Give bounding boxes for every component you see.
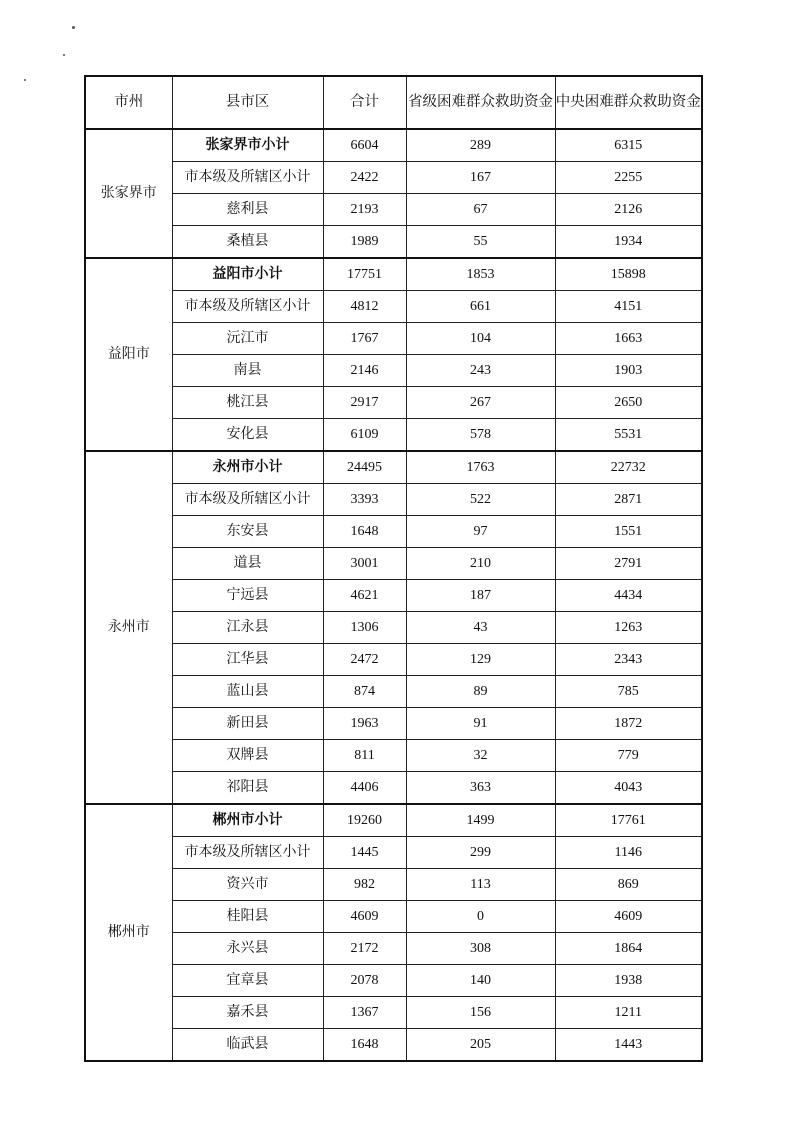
- central-fund-cell: 5531: [555, 419, 702, 452]
- total-cell: 1963: [323, 708, 406, 740]
- total-cell: 1648: [323, 1029, 406, 1062]
- table-row: [85, 419, 702, 452]
- provincial-fund-cell: 267: [406, 387, 555, 419]
- central-fund-cell: 869: [555, 869, 702, 901]
- provincial-fund-cell: 661: [406, 291, 555, 323]
- central-fund-cell: 4151: [555, 291, 702, 323]
- provincial-fund-cell: 91: [406, 708, 555, 740]
- total-cell: 2172: [323, 933, 406, 965]
- provincial-fund-cell: 522: [406, 484, 555, 516]
- table-row: [85, 965, 702, 997]
- central-fund-cell: 785: [555, 676, 702, 708]
- table-row: [85, 1029, 702, 1062]
- provincial-fund-cell: 32: [406, 740, 555, 772]
- county-cell: 新田县: [172, 708, 323, 740]
- provincial-fund-cell: 243: [406, 355, 555, 387]
- relief-fund-table: [84, 75, 703, 1062]
- county-cell: 桂阳县: [172, 901, 323, 933]
- total-cell: 4621: [323, 580, 406, 612]
- header-provincial-fund: 省级困难群众救助资金: [406, 76, 555, 129]
- provincial-fund-cell: 187: [406, 580, 555, 612]
- total-cell: 2917: [323, 387, 406, 419]
- total-cell: 4812: [323, 291, 406, 323]
- provincial-fund-cell: 0: [406, 901, 555, 933]
- county-cell: 道县: [172, 548, 323, 580]
- table-row: [85, 162, 702, 194]
- county-cell: 沅江市: [172, 323, 323, 355]
- total-cell: 2193: [323, 194, 406, 226]
- header-total: 合计: [323, 76, 406, 129]
- table-row: [85, 194, 702, 226]
- central-fund-cell: 4609: [555, 901, 702, 933]
- scan-speck: [24, 79, 26, 81]
- city-cell: 益阳市: [85, 258, 172, 451]
- total-cell: 2078: [323, 965, 406, 997]
- county-cell: 江华县: [172, 644, 323, 676]
- central-fund-cell: 2255: [555, 162, 702, 194]
- central-fund-cell: 1443: [555, 1029, 702, 1062]
- central-fund-cell: 1551: [555, 516, 702, 548]
- central-fund-cell: 1663: [555, 323, 702, 355]
- total-cell: 4609: [323, 901, 406, 933]
- table-row: [85, 323, 702, 355]
- provincial-fund-cell: 299: [406, 837, 555, 869]
- central-fund-cell: 6315: [555, 129, 702, 162]
- total-cell: 19260: [323, 804, 406, 837]
- total-cell: 24495: [323, 451, 406, 484]
- provincial-fund-cell: 210: [406, 548, 555, 580]
- county-cell: 宜章县: [172, 965, 323, 997]
- county-cell: 双牌县: [172, 740, 323, 772]
- table-row: [85, 901, 702, 933]
- total-cell: 6604: [323, 129, 406, 162]
- provincial-fund-cell: 156: [406, 997, 555, 1029]
- central-fund-cell: 1934: [555, 226, 702, 259]
- table-row: [85, 804, 702, 837]
- provincial-fund-cell: 89: [406, 676, 555, 708]
- table-row: [85, 258, 702, 291]
- table-row: [85, 837, 702, 869]
- provincial-fund-cell: 363: [406, 772, 555, 805]
- total-cell: 1648: [323, 516, 406, 548]
- total-cell: 3001: [323, 548, 406, 580]
- total-cell: 2422: [323, 162, 406, 194]
- provincial-fund-cell: 1499: [406, 804, 555, 837]
- central-fund-cell: 4043: [555, 772, 702, 805]
- total-cell: 6109: [323, 419, 406, 452]
- central-fund-cell: 2871: [555, 484, 702, 516]
- central-fund-cell: 22732: [555, 451, 702, 484]
- provincial-fund-cell: 129: [406, 644, 555, 676]
- county-cell: 资兴市: [172, 869, 323, 901]
- table-row: [85, 548, 702, 580]
- table-row: [85, 291, 702, 323]
- table-row: [85, 612, 702, 644]
- central-fund-cell: 2126: [555, 194, 702, 226]
- total-cell: 17751: [323, 258, 406, 291]
- total-cell: 874: [323, 676, 406, 708]
- central-fund-cell: 2343: [555, 644, 702, 676]
- central-fund-cell: 1211: [555, 997, 702, 1029]
- county-cell: 市本级及所辖区小计: [172, 837, 323, 869]
- table-row: [85, 676, 702, 708]
- provincial-fund-cell: 55: [406, 226, 555, 259]
- total-cell: 2146: [323, 355, 406, 387]
- city-cell: 张家界市: [85, 129, 172, 258]
- table-row: [85, 772, 702, 805]
- header-central-fund: 中央困难群众救助资金: [555, 76, 702, 129]
- provincial-fund-cell: 578: [406, 419, 555, 452]
- provincial-fund-cell: 205: [406, 1029, 555, 1062]
- table-row: [85, 355, 702, 387]
- provincial-fund-cell: 43: [406, 612, 555, 644]
- provincial-fund-cell: 67: [406, 194, 555, 226]
- table-row: [85, 997, 702, 1029]
- table-row: [85, 869, 702, 901]
- provincial-fund-cell: 1853: [406, 258, 555, 291]
- central-fund-cell: 4434: [555, 580, 702, 612]
- county-cell: 桑植县: [172, 226, 323, 259]
- provincial-fund-cell: 97: [406, 516, 555, 548]
- provincial-fund-cell: 104: [406, 323, 555, 355]
- county-cell: 祁阳县: [172, 772, 323, 805]
- county-cell: 南县: [172, 355, 323, 387]
- table-row: [85, 129, 702, 162]
- central-fund-cell: 1938: [555, 965, 702, 997]
- county-cell: 市本级及所辖区小计: [172, 291, 323, 323]
- central-fund-cell: 2791: [555, 548, 702, 580]
- county-cell: 益阳市小计: [172, 258, 323, 291]
- county-cell: 市本级及所辖区小计: [172, 162, 323, 194]
- county-cell: 郴州市小计: [172, 804, 323, 837]
- central-fund-cell: 1872: [555, 708, 702, 740]
- central-fund-cell: 15898: [555, 258, 702, 291]
- county-cell: 永州市小计: [172, 451, 323, 484]
- header-city: 市州: [85, 76, 172, 129]
- total-cell: 4406: [323, 772, 406, 805]
- county-cell: 蓝山县: [172, 676, 323, 708]
- county-cell: 宁远县: [172, 580, 323, 612]
- table-row: [85, 580, 702, 612]
- total-cell: 1367: [323, 997, 406, 1029]
- total-cell: 1306: [323, 612, 406, 644]
- county-cell: 嘉禾县: [172, 997, 323, 1029]
- provincial-fund-cell: 140: [406, 965, 555, 997]
- total-cell: 1445: [323, 837, 406, 869]
- central-fund-cell: 1903: [555, 355, 702, 387]
- total-cell: 1767: [323, 323, 406, 355]
- city-cell: 郴州市: [85, 804, 172, 1061]
- county-cell: 东安县: [172, 516, 323, 548]
- provincial-fund-cell: 1763: [406, 451, 555, 484]
- table-row: [85, 516, 702, 548]
- county-cell: 市本级及所辖区小计: [172, 484, 323, 516]
- central-fund-cell: 2650: [555, 387, 702, 419]
- county-cell: 张家界市小计: [172, 129, 323, 162]
- table-row: [85, 226, 702, 259]
- county-cell: 慈利县: [172, 194, 323, 226]
- central-fund-cell: 17761: [555, 804, 702, 837]
- central-fund-cell: 1864: [555, 933, 702, 965]
- county-cell: 桃江县: [172, 387, 323, 419]
- total-cell: 3393: [323, 484, 406, 516]
- header-county: 县市区: [172, 76, 323, 129]
- total-cell: 811: [323, 740, 406, 772]
- provincial-fund-cell: 289: [406, 129, 555, 162]
- provincial-fund-cell: 113: [406, 869, 555, 901]
- central-fund-cell: 1146: [555, 837, 702, 869]
- county-cell: 江永县: [172, 612, 323, 644]
- table-header-row: [85, 76, 702, 129]
- provincial-fund-cell: 167: [406, 162, 555, 194]
- county-cell: 临武县: [172, 1029, 323, 1062]
- table-body: [85, 129, 702, 1061]
- table-row: [85, 484, 702, 516]
- scan-speck: [63, 54, 65, 56]
- central-fund-cell: 779: [555, 740, 702, 772]
- county-cell: 永兴县: [172, 933, 323, 965]
- scan-speck: [72, 26, 75, 29]
- table-row: [85, 387, 702, 419]
- provincial-fund-cell: 308: [406, 933, 555, 965]
- table-row: [85, 451, 702, 484]
- central-fund-cell: 1263: [555, 612, 702, 644]
- city-cell: 永州市: [85, 451, 172, 804]
- total-cell: 1989: [323, 226, 406, 259]
- total-cell: 982: [323, 869, 406, 901]
- table-row: [85, 740, 702, 772]
- total-cell: 2472: [323, 644, 406, 676]
- table-row: [85, 933, 702, 965]
- table-row: [85, 708, 702, 740]
- county-cell: 安化县: [172, 419, 323, 452]
- table-row: [85, 644, 702, 676]
